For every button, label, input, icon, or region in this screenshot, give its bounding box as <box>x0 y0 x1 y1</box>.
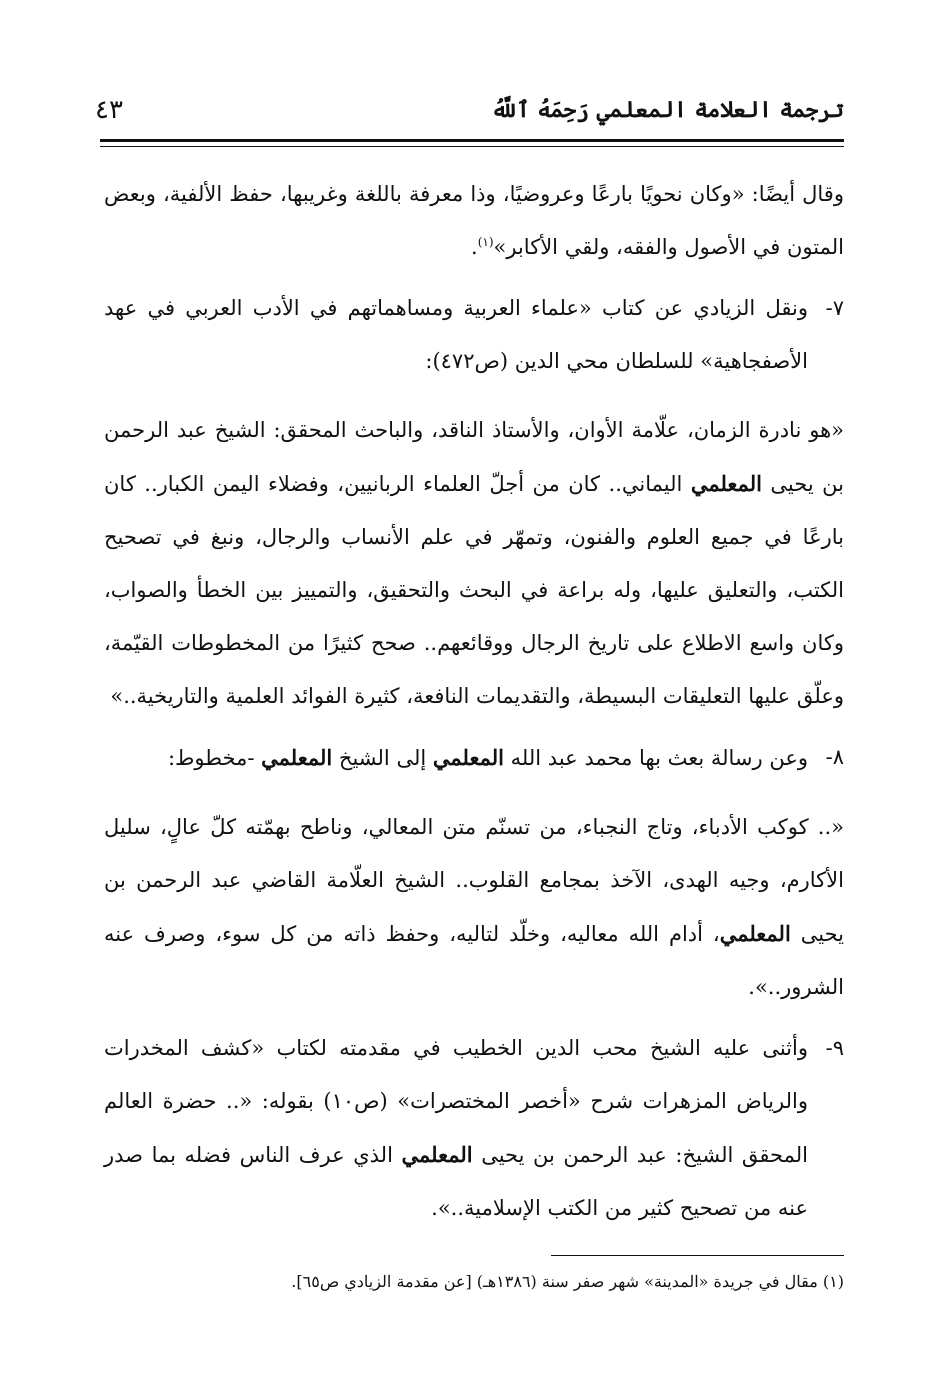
paragraph-1-end: . <box>471 235 478 259</box>
footnote-reference: (١) <box>477 235 494 249</box>
quote-1-part-1: «هو نادرة الزمان، علّامة الأوان، والأستاذ الناقد، والباحث المحقق: الشيخ عبد الرحمن بن يحيى <box>104 418 844 496</box>
list-number-9: ٩- <box>825 1036 844 1060</box>
page-header <box>95 92 844 128</box>
list-item-9-part-2: الذي عرف الناس فضله بما صدر عنه من تصحيح كثير من الكتب الإسلامية..». <box>104 1143 808 1220</box>
list-item-8-part-3: -مخطوط: <box>167 746 255 770</box>
highlighted-name: المعلمي <box>432 745 504 770</box>
highlighted-name: المعلمي <box>690 471 762 496</box>
quote-1 <box>104 404 844 723</box>
list-item-9-text <box>104 1022 808 1235</box>
list-item-7 <box>104 282 844 396</box>
list-item-8-part-1: وعن رسالة بعث بها محمد عبد الله <box>510 746 808 770</box>
list-item-8-text <box>104 731 808 785</box>
header-rule-thin <box>100 146 844 147</box>
running-title: ترجمة العلامة المعلمي رَحِمَهُ ٱللَّهُ <box>491 97 844 123</box>
paragraph-1-text: وقال أيضًا: «وكان نحويًا بارعًا وعروضيًا، وذا معرفة باللغة وغريبها، حفظ الألفية، وبعض المتون في الأصول والفقه، ولقي الأكابر» <box>104 182 844 259</box>
quote-2-part-2: ، أدام الله معاليه، وخلّد لتاليه، وحفظ ذاته من كل سوء، وصرف عنه الشرور..». <box>104 922 844 999</box>
quote-2 <box>104 801 844 1014</box>
highlighted-name: المعلمي <box>261 745 333 770</box>
list-item-7-text: ونقل الزيادي عن كتاب «علماء العربية ومساهماتهم في الأدب العربي في عهد الأصفجاهية» للسلطان محي الدين (ص٤٧٢): <box>104 296 808 373</box>
footnote: (١) مقال في جريدة «المدينة» شهر صفر سنة (١٣٨٦هـ) [عن مقدمة الزيادي ص٦٥]. <box>291 1272 844 1291</box>
list-item-9-part-1: وأثنى عليه الشيخ محب الدين الخطيب في مقدمته لكتاب «كشف المخدرات والرياض المزهرات شرح «أخصر المختصرات» (ص١٠) بقوله: «.. حضرة العالم المحقق الشيخ: عبد الرحمن بن يحيى <box>104 1036 808 1167</box>
paragraph-1 <box>104 168 844 274</box>
quote-1-part-2: اليماني.. كان من أجلّ العلماء الربانيين، وفضلاء اليمن الكبار.. كان بارعًا في جميع العلوم والفنون، وتمهّر في علم الأنساب والرجال، ونبغ في تصحيح الكتب، والتعليق عليها، وله براعة في البحث والتحقيق، والتمييز بين الخطأ والصواب، وكان واسع الاطلاع على تاريخ الرجال ووقائعهم.. صحح كثيرًا من المخطوطات القيّمة، وعلّق عليها التعليقات البسيطة، والتقديمات النافعة، كثيرة الفوائد العلمية والتاريخية..» <box>104 472 844 708</box>
list-item-8-part-2: إلى الشيخ <box>338 746 427 770</box>
page-number: ٤٣ <box>95 95 123 125</box>
list-item-8 <box>104 731 844 793</box>
list-item-9 <box>104 1022 844 1243</box>
main-text <box>104 168 844 1251</box>
list-number-7: ٧- <box>825 296 844 320</box>
highlighted-name: المعلمي <box>401 1142 473 1167</box>
footnote-rule <box>551 1255 844 1256</box>
header-rule-thick <box>100 139 844 142</box>
highlighted-name: المعلمي <box>719 921 791 946</box>
list-number-8: ٨- <box>825 745 844 769</box>
quote-2-part-1: «.. كوكب الأدباء، وتاج النجباء، من تسنّم متن المعالي، وناطح بهمّته كلّ عالٍ، سليل الأكارم، وجيه الهدى، الآخذ بمجامع القلوب.. الشيخ العلّامة القاضي عبد الرحمن بن يحيى <box>104 815 844 946</box>
